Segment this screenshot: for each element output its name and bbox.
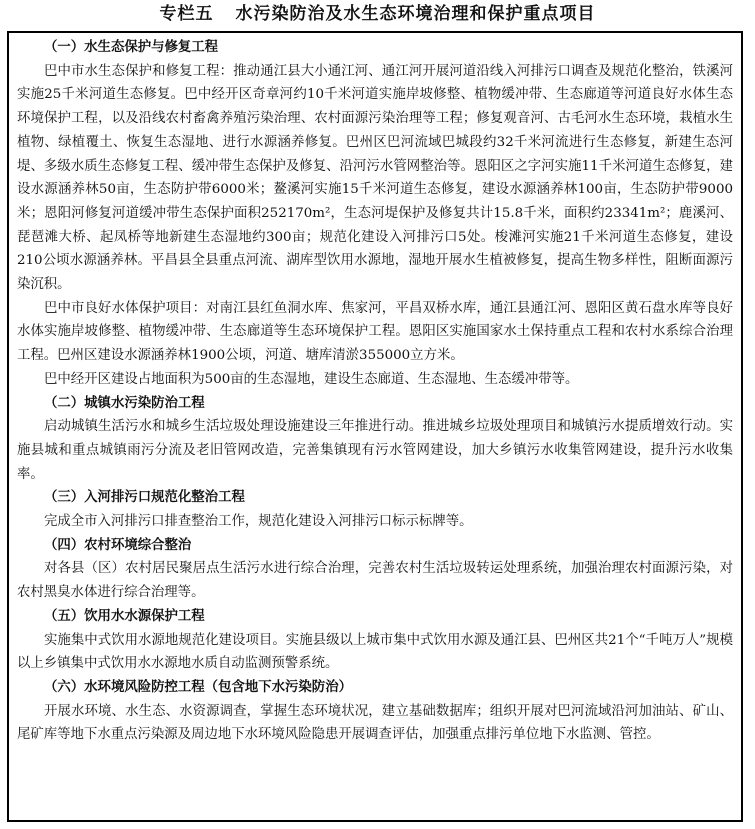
section-3-paragraph-1: 完成全市入河排污口排查整治工作，规范化建设入河排污口标示标牌等。 [44, 514, 473, 530]
section-1-paragraph-3: 巴中经开区建设占地面积为500亩的生态湿地，建设生态廊道、生态湿地、生态缓冲带等。 [44, 371, 579, 387]
section-heading-5: （五）饮用水水源保护工程 [44, 608, 205, 624]
content-box [7, 31, 743, 822]
section-heading-6: （六）水环境风险防控工程（包含地下水污染防治） [44, 679, 352, 695]
page-title [0, 0, 755, 28]
section-heading-2: （二）城镇水污染防治工程 [44, 395, 205, 411]
section-heading-4: （四）农村环境综合整治 [44, 537, 192, 553]
section-heading-1: （一）水生态保护与修复工程 [44, 40, 219, 55]
section-5-paragraph-1: 实施集中式饮用水源地规范化建设项目。实施县级以上城市集中式饮用水源及通江县、巴州区共21个“千吨万人”规模以上乡镇集中式饮用水水源地水质自动监测预警系统。 [17, 632, 733, 672]
section-1-paragraph-1: 巴中市水生态保护和修复工程：推动通江县大小通江河、通江河开展河道沿线入河排污口调查及规范化整治，铁溪河实施25千米河道生态修复。巴中经开区奇章河约10千米河道实施岸坡修整、植物缓冲带、生态廊道等河道良好水体生态环境保护工程，以及沿线农村畜禽养殖污染治理、农村面源污染治理等工程；修复观音河、古毛河水生态环境，栽植水生植物、绿植覆土、恢复生态湿地、进行水源涵养修复。巴州区巴河流域巴城段约32千米河流进行生态修复，新建生态河堤、多级水质生态修复工程、缓冲带生态保护及修复、沿河污水管网整治等。恩阳区之字河实施11千米河道生态修复，建设水源涵养林50亩，生态防护带6000米；鳌溪河实施15千米河道生态修复，建设水源涵养林100亩，生态防护带9000米；恩阳河修复河道缓冲带生态保护面积252170m²，生态河堤保护及修复共计15.8千米，面积约23341m²；鹿溪河、琵琶滩大桥、起凤桥等地新建生态湿地约300亩；规范化建设入河排污口5处。梭滩河实施21千米河道生态修复，建设210公顷水源涵养林。平昌县全县重点河流、湖库型饮用水源地，湿地开展水生植被修复，提高生物多样性，阻断面源污染沉积。 [17, 63, 733, 293]
section-1-paragraph-2: 巴中市良好水体保护项目：对南江县红鱼洞水库、焦家河，平昌双桥水库，通江县通江河、恩阳区黄石盘水库等良好水体实施岸坡修整、植物缓冲带、生态廊道等生态环境保护工程。恩阳区实施国家水土保持重点工程和农村水系综合治理工程。巴州区建设水源涵养林1900公顷，河道、塘库清淤355000立方米。 [17, 300, 733, 364]
section-4-paragraph-1: 对各县（区）农村居民聚居点生活污水进行综合治理，完善农村生活垃圾转运处理系统，加强治理农村面源污染，对农村黑臭水体进行综合治理等。 [17, 561, 733, 601]
section-heading-3: （三）入河排污口规范化整治工程 [44, 490, 245, 506]
section-2-paragraph-1: 启动城镇生活污水和城乡生活垃圾处理设施建设三年推进行动。推进城乡垃圾处理项目和城镇污水提质增效行动。实施县城和重点城镇雨污分流及老旧管网改造，完善集镇现有污水管网建设，加大乡镇污水收集管网建设，提升污水收集率。 [17, 419, 733, 482]
title-text: 水污染防治及水生态环境治理和保护重点项目 [235, 4, 596, 24]
title-label: 专栏五 [159, 4, 214, 24]
section-6-paragraph-1: 开展水环境、水生态、水资源调查，掌握生态环境状况，建立基础数据库；组织开展对巴河流域沿河加油站、矿山、尾矿库等地下水重点污染源及周边地下水环境风险隐患开展调查评估，加强重点排污单位地下水监测、管控。 [17, 703, 733, 743]
